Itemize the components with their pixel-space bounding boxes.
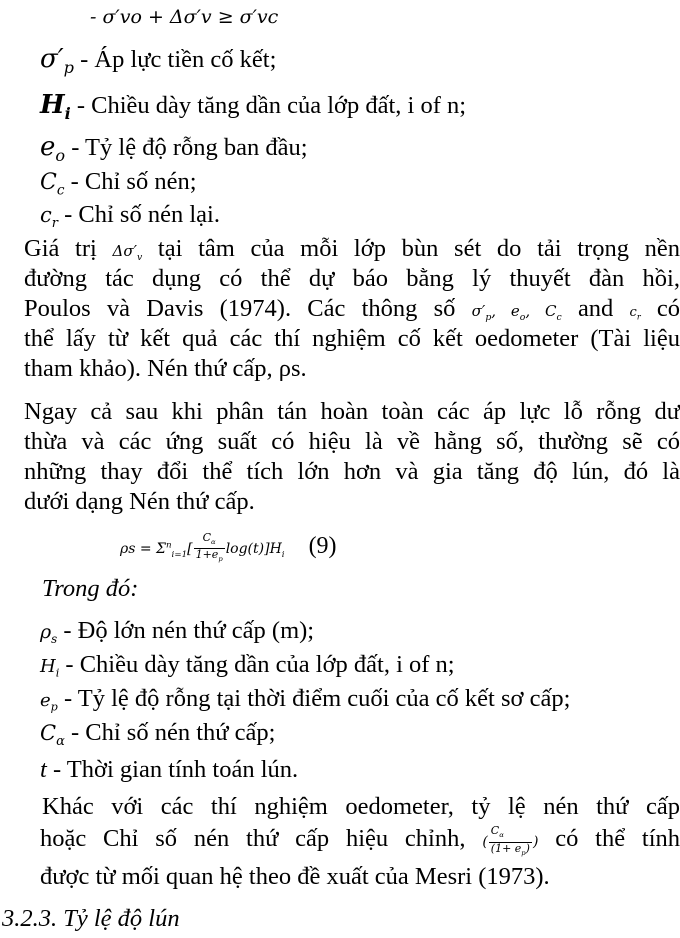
definition-item: [40, 650, 455, 689]
definition-text: - Chỉ số nén thứ cấp;: [71, 719, 276, 746]
math-symbol: $c_r$: [40, 203, 58, 232]
definition-text: - Độ lớn nén thứ cấp (m);: [63, 617, 315, 644]
definition-item: [40, 616, 314, 654]
text-line: được từ mối quan hệ theo đề xuất của Mesri (1973).: [40, 863, 550, 890]
equation-body: $\rho s = \Sigma^n_{i=1}$[ $\frac{C_\alpha}{1+e_p}$ $\log(t)]H_i$: [120, 530, 285, 564]
definition-item: [40, 132, 308, 171]
definition-text: - Chỉ số nén;: [70, 168, 197, 195]
text-line: tham khảo). Nén thứ cấp, ρs.: [24, 355, 307, 382]
definition-text: - Áp lực tiền cố kết;: [80, 46, 277, 73]
where-label: Trong đó:: [42, 575, 139, 602]
math-symbol: $H_i$: [40, 90, 71, 124]
text-line: đường tác dụng có thể dự báo bằng lý thuyết đàn hồi,: [24, 265, 680, 292]
equation-9: [120, 530, 337, 569]
math-symbol: $e_p$: [40, 690, 58, 714]
paragraph: [42, 792, 680, 822]
definition-text: - Chỉ số nén lại.: [64, 201, 220, 228]
text-line: thể lấy từ kết quả các thí nghiệm cố kết oedometer (Tài liệu: [24, 325, 680, 352]
definition-item: [40, 90, 466, 129]
math-symbol: $\sigma'_p$: [40, 44, 74, 78]
definition-text: - Chiều dày tăng dần của lớp đất, i of n;: [65, 651, 455, 678]
paragraph: [24, 234, 680, 384]
math-symbol: $\rho_s$: [40, 621, 58, 646]
paragraph: [24, 397, 680, 517]
text-line: thừa và các ứng suất có hiệu là về hằng số, thường sẽ có: [24, 428, 680, 455]
section-heading: 3.2.3. Tỷ lệ độ lún: [2, 905, 180, 932]
math-symbol: t: [40, 756, 47, 783]
definition-item: [40, 755, 298, 785]
text-line: Poulos và Davis (1974). Các thông số $\sigma'_p$, $e_o$, $C_c$ and $c_r$ có: [24, 295, 680, 323]
text-line: Giá trị $\Delta\sigma'_v$ tại tâm của mỗi lớp bùn sét do tải trọng nền: [24, 235, 680, 263]
math-symbol: $C_\alpha$: [40, 721, 65, 750]
text-line: Khác với các thí nghiệm oedometer, tỷ lệ nén thứ cấp: [42, 793, 680, 820]
math-symbol: $H_i$: [40, 656, 60, 680]
inequality-formula: - σ′vo + Δσ′v ≥ σ′vc: [90, 6, 279, 28]
text-line: Ngay cả sau khi phân tán hoàn toàn các áp lực lỗ rỗng dư: [24, 398, 680, 425]
definition-text: - Chiều dày tăng dần của lớp đất, i of n;: [76, 92, 467, 119]
math-symbol: $e_o$: [40, 132, 66, 166]
definition-text: - Tỷ lệ độ rỗng tại thời điểm cuối của cố kết sơ cấp;: [63, 685, 571, 712]
definition-text: - Tỷ lệ độ rỗng ban đầu;: [71, 134, 308, 161]
definition-text: - Thời gian tính toán lún.: [52, 756, 299, 783]
definition-item: [40, 44, 276, 83]
definition-item: [40, 718, 275, 757]
math-symbol: $C_c$: [40, 170, 65, 199]
text-line: hoặc Chỉ số nén thứ cấp hiệu chỉnh, ( $\frac{C_\alpha}{(1+ e_p)}$ ) có thể tính: [40, 824, 680, 857]
definition-item: [40, 684, 570, 723]
text-line: dưới dạng Nén thứ cấp.: [24, 488, 255, 515]
equation-number: (9): [308, 532, 337, 559]
paragraph: [40, 824, 680, 857]
text-line: những thay đổi thể tích lớn hơn và gia tăng độ lún, đó là: [24, 458, 680, 485]
